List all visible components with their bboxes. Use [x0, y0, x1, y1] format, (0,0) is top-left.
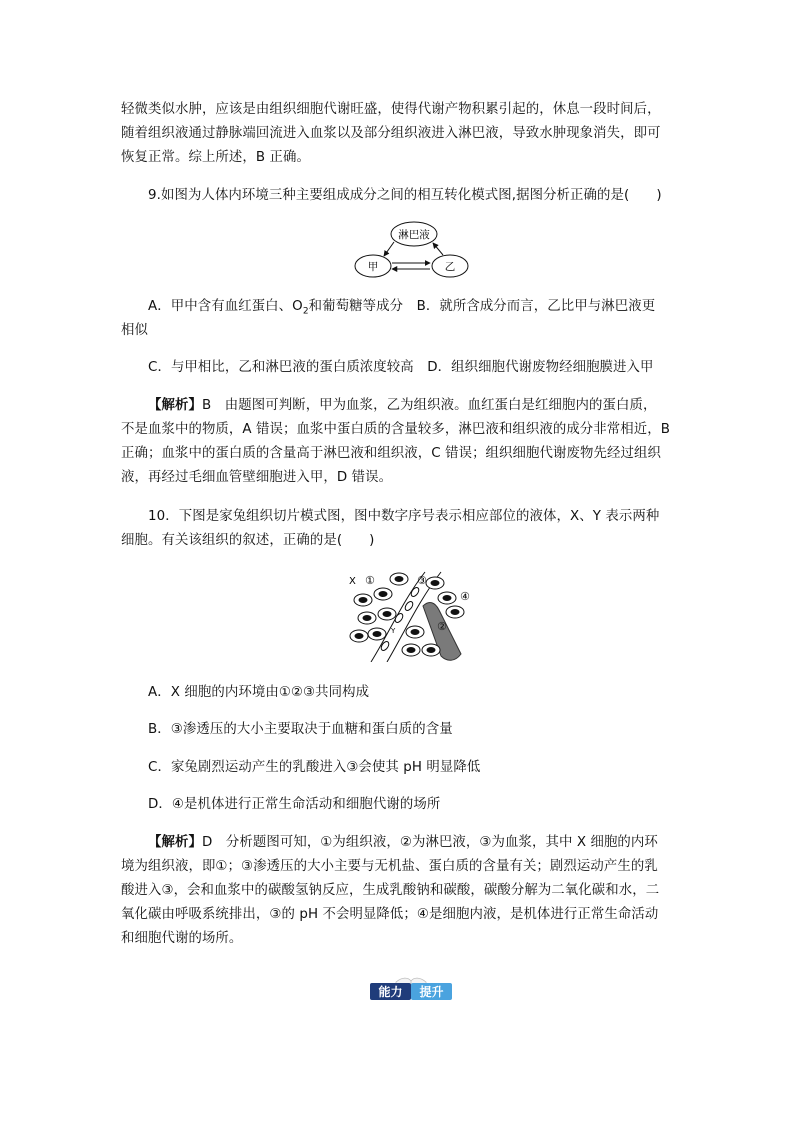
q9-analysis-line-2: 不是血浆中的物质，A 错误；血浆中蛋白质的含量较多，淋巴液和组织液的成分非常相近，B [121, 422, 671, 437]
label-2: ② [437, 620, 447, 633]
badge-left-text: 能力 [378, 985, 403, 999]
intro-line-2: 随着组织液通过静脉端回流进入血浆以及部分组织液进入淋巴液，导致水肿现象消失，即可 [121, 126, 661, 141]
q9-option-a-sub: 2 [302, 306, 309, 317]
arrow-lymph-to-jia [384, 242, 394, 256]
q9-stem: 9.如图为人体内环境三种主要组成成分之间的相互转化模式图,据图分析正确的是( ) [148, 188, 662, 203]
yi-label: 乙 [444, 261, 456, 273]
q9-analysis-text-1: B 由题图可判断，甲为血浆，乙为组织液。血红蛋白是红细胞内的蛋白质， [201, 398, 657, 413]
q10-option-b: B．③渗透压的大小主要取决于血糖和蛋白质的含量 [148, 722, 453, 737]
q10-tissue-diagram [343, 570, 478, 662]
red-blood-cell [410, 586, 421, 598]
intro-line-3: 恢复正常。综上所述，B 正确。 [121, 150, 311, 165]
label-y: Y [391, 627, 396, 635]
q10-analysis-label: 【解析】 [148, 835, 202, 850]
label-3: ③ [417, 574, 427, 587]
q10-analysis-text-1: D 分析题图可知，①为组织液，②为淋巴液，③为血浆，其中 X 细胞的内环 [201, 835, 658, 850]
section-badge [370, 974, 452, 1000]
q9-option-cd: C．与甲相比，乙和淋巴液的蛋白质浓度较高 D．组织细胞代谢废物经细胞膜进入甲 [148, 360, 654, 375]
q10-analysis-line-3: 酸进入③，会和血浆中的碳酸氢钠反应，生成乳酸钠和碳酸，碳酸分解为二氧化碳和水，二 [121, 883, 660, 898]
badge-right-text: 提升 [419, 985, 444, 999]
q10-analysis-line-1 [148, 834, 658, 852]
q10-stem-line-2: 细胞。有关该组织的叙述，正确的是( ) [121, 533, 375, 548]
q9-analysis-line-4: 液，再经过毛细血管壁细胞进入甲，D 错误。 [121, 470, 393, 485]
label-4: ④ [460, 590, 470, 603]
q10-stem-line-1: 10．下图是家兔组织切片模式图，图中数字序号表示相应部位的液体，X、Y 表示两种 [148, 509, 660, 524]
q9-option-a-pre: A．甲中含有血红蛋白、O [148, 299, 303, 314]
q9-analysis-line-1 [148, 397, 656, 415]
q10-option-c: C．家兔剧烈运动产生的乳酸进入③会使其 pH 明显降低 [148, 760, 481, 775]
label-x: X [349, 576, 356, 587]
jia-label: 甲 [367, 261, 379, 273]
q9-analysis-line-3: 正确；血浆中的蛋白质的含量高于淋巴液和组织液，C 错误；组织细胞代谢废物先经过组织 [121, 446, 661, 461]
q9-option-a-post: 和葡萄糖等成分 B．就所含成分而言，乙比甲与淋巴液更 [308, 299, 656, 314]
q9-option-ab-cont: 相似 [121, 323, 148, 338]
q10-analysis-line-2: 境为组织液，即①；③渗透压的大小主要与无机盐、蛋白质的含量有关；剧烈运动产生的乳 [121, 859, 658, 874]
q9-analysis-label: 【解析】 [148, 398, 202, 413]
q10-analysis-line-5: 和细胞代谢的场所。 [121, 931, 243, 946]
q10-option-a: A．X 细胞的内环境由①②③共同构成 [148, 685, 370, 700]
lymph-label: 淋巴液 [398, 229, 430, 241]
label-1: ① [365, 574, 375, 587]
q9-diagram [350, 218, 475, 280]
red-blood-cell [380, 640, 391, 652]
intro-line-1: 轻微类似水肿，应该是由组织细胞代谢旺盛，使得代谢产物积累引起的，休息一段时间后， [121, 102, 661, 117]
q10-analysis-line-4: 氧化碳由呼吸系统排出，③的 pH 不会明显降低；④是细胞内液，是机体进行正常生命活动 [121, 907, 659, 922]
q9-option-ab [148, 298, 655, 321]
q10-option-d: D．④是机体进行正常生命活动和细胞代谢的场所 [148, 797, 441, 812]
arrow-yi-to-lymph [433, 243, 443, 255]
